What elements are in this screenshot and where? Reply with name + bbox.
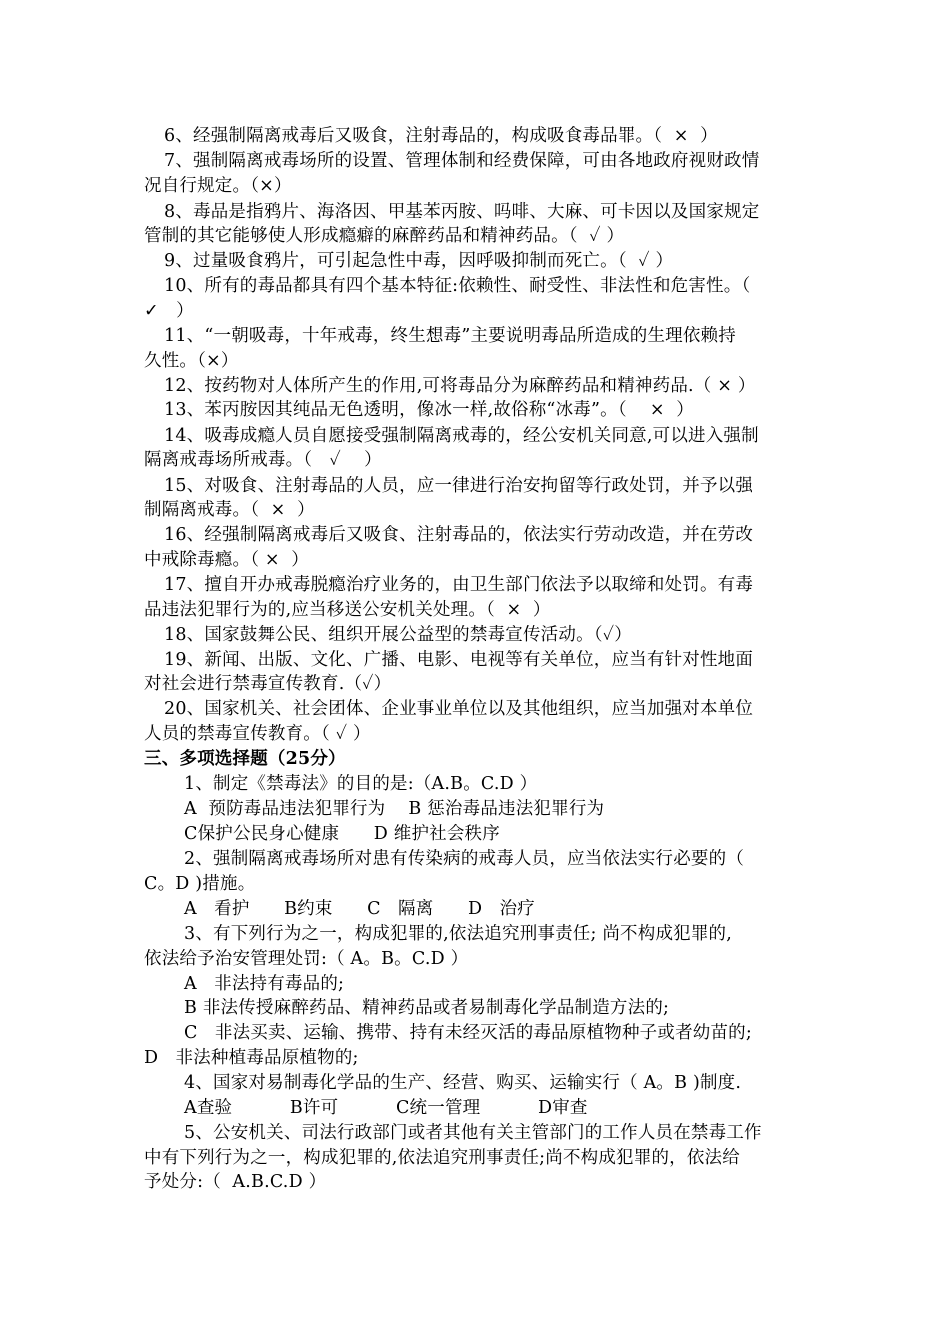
- text-line: 3、有下列行为之一，构成犯罪的,依法追究刑事责任; 尚不构成犯罪的,: [184, 924, 733, 944]
- text-line: 管制的其它能够使人形成瘾癖的麻醉药品和精神药品。（ ✓ ）: [144, 226, 625, 246]
- text-line: 依法给予治安管理处罚:（ A。B。C.D ）: [144, 949, 469, 969]
- text-line: 17、擅自开办戒毒脱瘾治疗业务的，由卫生部门依法予以取缔和处罚。有毒: [164, 575, 754, 595]
- text-line: C。D )措施。: [144, 874, 256, 894]
- section-heading: 三、多项选择题（25分）: [144, 749, 346, 769]
- text-line: C 非法买卖、运输、携带、持有未经灭活的毒品原植物种子或者幼苗的;: [184, 1023, 752, 1043]
- text-line: 9、过量吸食鸦片，可引起急性中毒，因呼吸抑制而死亡。（ ✓ ）: [164, 251, 674, 271]
- text-line: 4、国家对易制毒化学品的生产、经营、购买、运输实行（ A。B )制度.: [184, 1073, 742, 1093]
- text-line: 予处分:（ A.B.C.D ）: [144, 1172, 327, 1192]
- text-line: 6、经强制隔离戒毒后又吸食，注射毒品的，构成吸食毒品罪。（ × ）: [164, 126, 718, 146]
- text-line: 1、制定《禁毒法》的目的是:（A.B。C.D ）: [184, 774, 538, 794]
- text-line: 中有下列行为之一，构成犯罪的,依法追究刑事责任;尚不构成犯罪的，依法给: [144, 1148, 740, 1168]
- text-line: 13、苯丙胺因其纯品无色透明，像冰一样,故俗称“冰毒”。（ × ）: [164, 400, 694, 420]
- text-line: B 非法传授麻醉药品、精神药品或者易制毒化学品制造方法的;: [184, 998, 670, 1018]
- text-line: 20、国家机关、社会团体、企业事业单位以及其他组织，应当加强对本单位: [164, 699, 754, 719]
- text-line: 品违法犯罪行为的,应当移送公安机关处理。（ × ）: [144, 600, 551, 620]
- text-line: 制隔离戒毒。（ × ）: [144, 500, 315, 520]
- text-line: 中戒除毒瘾。（ × ）: [144, 550, 310, 570]
- text-line: 15、对吸食、注射毒品的人员，应一律进行治安拘留等行政处罚，并予以强: [164, 476, 754, 496]
- text-line: A 看护 B约束 C 隔离 D 治疗: [184, 899, 535, 919]
- text-line: A 预防毒品违法犯罪行为 B 惩治毒品违法犯罪行为: [184, 799, 605, 819]
- text-line: 7、强制隔离戒毒场所的设置、管理体制和经费保障，可由各地政府视财政情: [164, 151, 760, 171]
- text-line: 10、所有的毒品都具有四个基本特征:依赖性、耐受性、非法性和危害性。（: [164, 276, 751, 296]
- text-line: 18、国家鼓舞公民、组织开展公益型的禁毒宣传活动。（✓）: [164, 625, 632, 645]
- text-line: A查验 B许可 C统一管理 D审查: [184, 1098, 588, 1118]
- text-line: 19、新闻、出版、文化、广播、电影、电视等有关单位，应当有针对性地面: [164, 650, 754, 670]
- text-line: 16、经强制隔离戒毒后又吸食、注射毒品的，依法实行劳动改造，并在劳改: [164, 525, 754, 545]
- text-line: 11、“一朝吸毒，十年戒毒，终生想毒”主要说明毒品所造成的生理依赖持: [164, 326, 736, 346]
- text-line: 隔离戒毒场所戒毒。（ ✓ ）: [144, 450, 382, 470]
- text-line: 12、按药物对人体所产生的作用,可将毒品分为麻醉药品和精神药品.（ × ）: [164, 376, 756, 396]
- text-line: 久性。（×）: [144, 351, 239, 371]
- text-line: 14、吸毒成瘾人员自愿接受强制隔离戒毒的，经公安机关同意,可以进入强制: [164, 426, 759, 446]
- text-line: 8、毒品是指鸦片、海洛因、甲基苯丙胺、吗啡、大麻、可卡因以及国家规定: [164, 202, 760, 222]
- text-line: 对社会进行禁毒宣传教育.（✓）: [144, 674, 392, 694]
- text-line: ✓ ）: [144, 301, 194, 321]
- text-line: 5、公安机关、司法行政部门或者其他有关主管部门的工作人员在禁毒工作: [184, 1123, 762, 1143]
- text-line: 2、强制隔离戒毒场所对患有传染病的戒毒人员，应当依法实行必要的（: [184, 849, 745, 869]
- text-line: A 非法持有毒品的;: [184, 974, 345, 994]
- text-line: 人员的禁毒宣传教育。（ ✓ ）: [144, 724, 371, 744]
- text-line: D 非法种植毒品原植物的;: [144, 1048, 359, 1068]
- text-line: C保护公民身心健康 D 维护社会秩序: [184, 824, 500, 844]
- text-line: 况自行规定。（×）: [144, 176, 292, 196]
